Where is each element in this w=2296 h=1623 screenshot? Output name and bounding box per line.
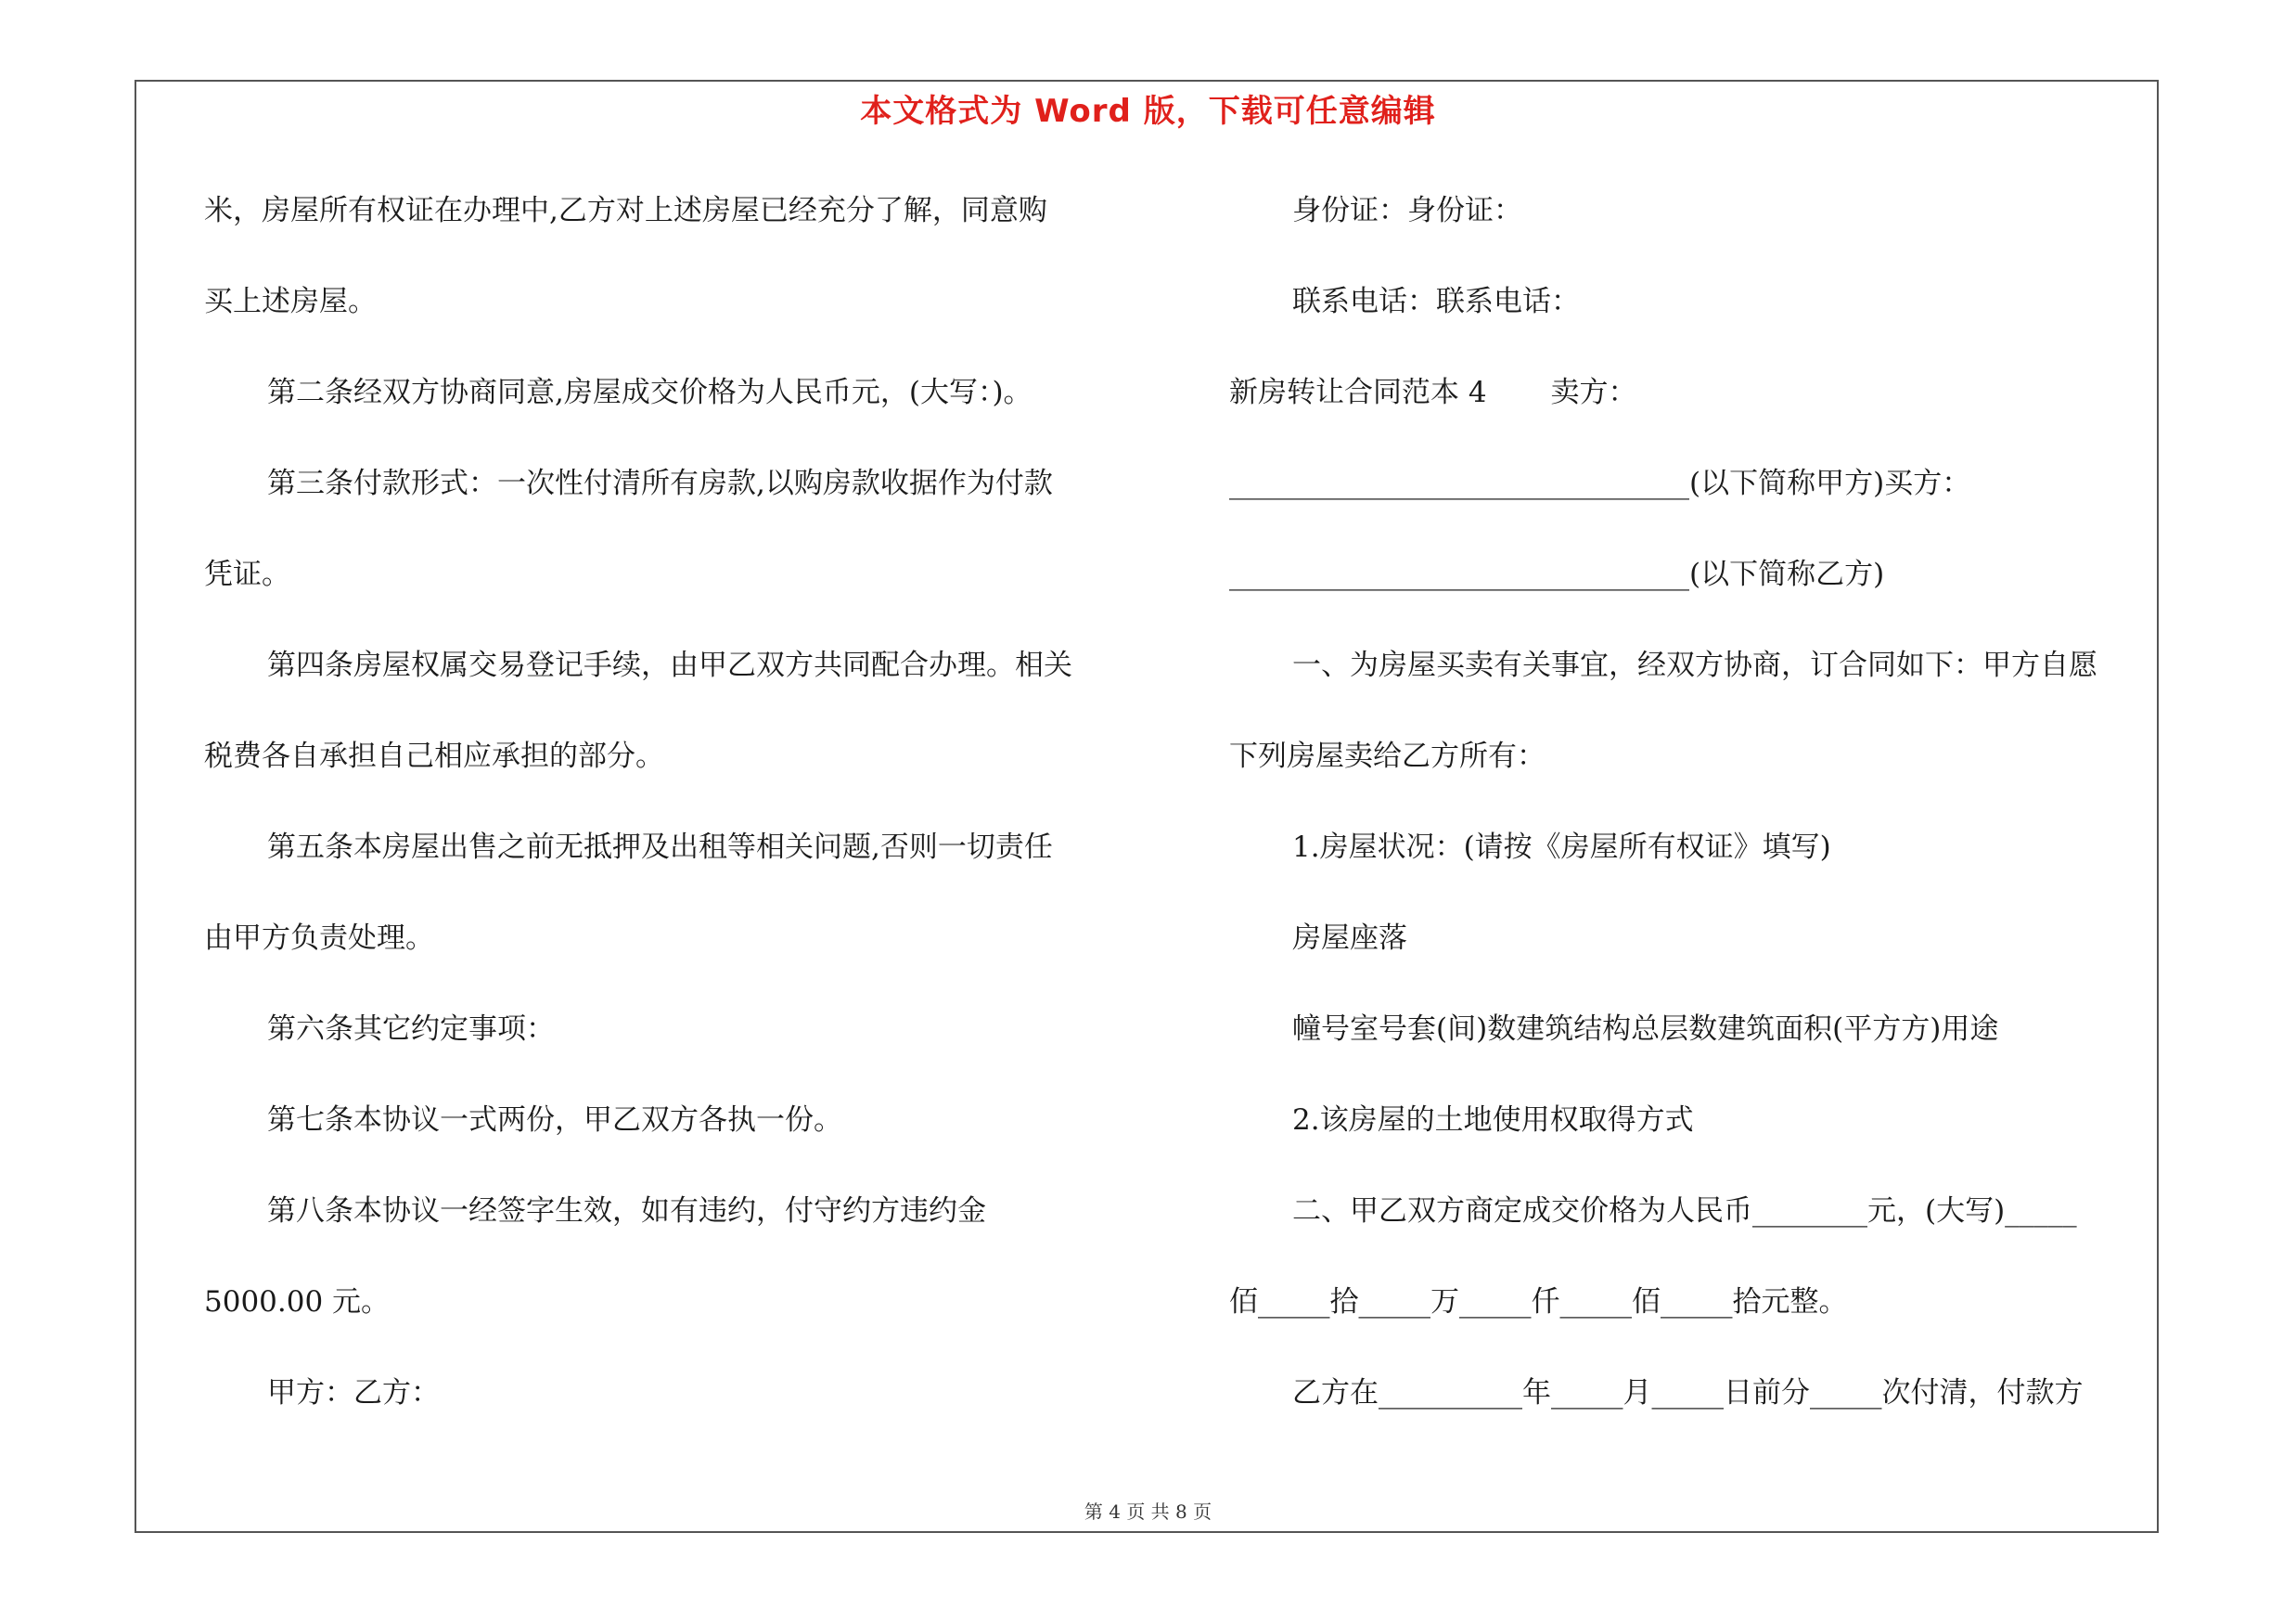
paragraph-line: 买上述房屋。 (204, 285, 377, 318)
paragraph-line: 联系电话：联系电话： (1292, 285, 1580, 318)
paragraph-line: 5000.00 元。 (204, 1285, 391, 1319)
paragraph-line: 甲方：乙方： (267, 1376, 440, 1410)
paragraph-line: 第七条本协议一式两份，甲乙双方各执一份。 (267, 1103, 842, 1137)
paragraph-line: 乙方在__________年_____月_____日前分_____次付清，付款方 (1292, 1376, 2084, 1410)
paragraph-line: 佰_____拾_____万_____仟_____佰_____拾元整。 (1229, 1285, 1848, 1319)
paragraph-line: 第四条房屋权属交易登记手续，由甲乙双方共同配合办理。相关 (267, 649, 1072, 682)
paragraph-line: 第六条其它约定事项： (267, 1012, 555, 1046)
paragraph-line: 第五条本房屋出售之前无抵押及出租等相关问题,否则一切责任 (267, 831, 1053, 864)
paragraph-line: 幢号室号套(间)数建筑结构总层数建筑面积(平方方)用途 (1292, 1012, 1999, 1046)
paragraph-line: 身份证：身份证： (1292, 194, 1522, 227)
page-number-footer: 第 4 页 共 8 页 (1084, 1501, 1212, 1523)
left-column (204, 182, 1132, 1455)
paragraph-line: 房屋座落 (1292, 921, 1407, 955)
paragraph-line: 下列房屋卖给乙方所有： (1229, 740, 1546, 773)
paragraph-line: 2.该房屋的土地使用权取得方式 (1292, 1103, 1694, 1137)
paragraph-line: 新房转让合同范本 4 卖方： (1229, 376, 1637, 409)
paragraph-line: 1.房屋状况：(请按《房屋所有权证》填写) (1292, 831, 1831, 864)
paragraph-line: 由甲方负责处理。 (204, 921, 434, 955)
right-column (1229, 182, 2157, 1455)
paragraph-line: 第八条本协议一经签字生效，如有违约，付守约方违约金 (267, 1194, 986, 1228)
paragraph-line: 税费各自承担自己相应承担的部分。 (204, 740, 664, 773)
paragraph-line: 一、为房屋买卖有关事宜，经双方协商，订合同如下：甲方自愿 (1292, 649, 2097, 682)
paragraph-line: 第二条经双方协商同意,房屋成交价格为人民币元，(大写：)。 (267, 376, 1033, 409)
paragraph-line: 米，房屋所有权证在办理中,乙方对上述房屋已经充分了解，同意购 (204, 194, 1047, 227)
format-banner: 本文格式为 Word 版，下载可任意编辑 (860, 93, 1436, 130)
paragraph-line: 凭证。 (204, 558, 290, 591)
paragraph-line: ________________________________(以下简称甲方)买方： (1229, 467, 1971, 500)
paragraph-line: ________________________________(以下简称乙方) (1229, 558, 1885, 591)
paragraph-line: 第三条付款形式：一次性付清所有房款,以购房款收据作为付款 (267, 467, 1053, 500)
paragraph-line: 二、甲乙双方商定成交价格为人民币________元，(大写)_____ (1292, 1194, 2077, 1228)
